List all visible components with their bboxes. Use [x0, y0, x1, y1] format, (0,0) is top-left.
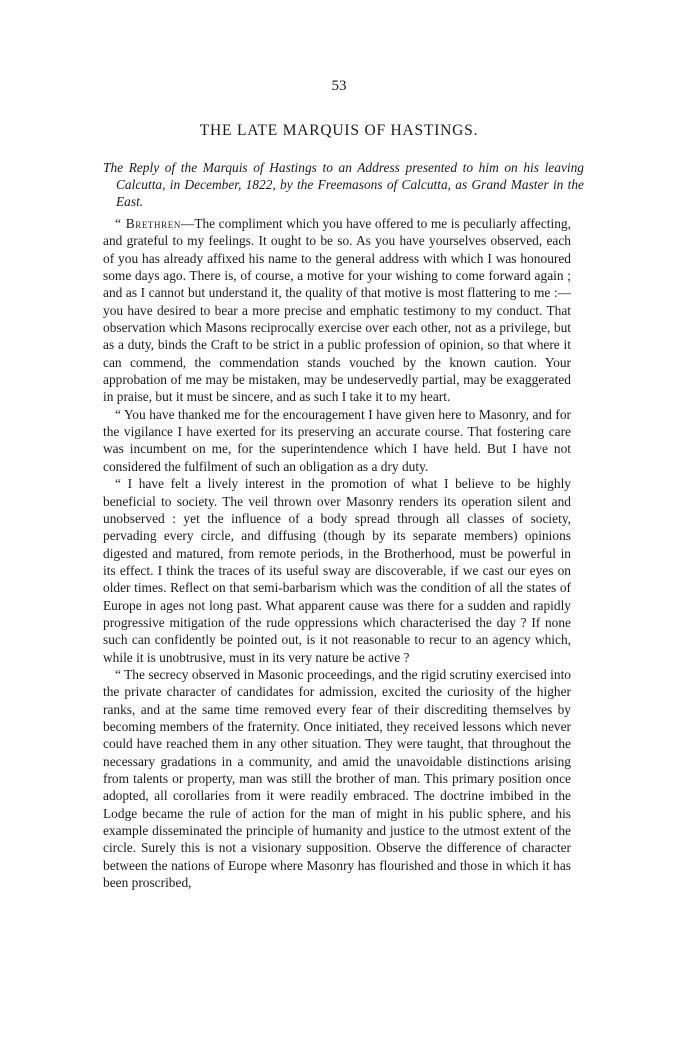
- article-subtitle: The Reply of the Marquis of Hastings to an Address presented to him on his leaving Calcutta, in December, 1822, by the Freemasons of Calcutta, as Grand Master in the East.: [103, 160, 584, 209]
- paragraph-1-text: —The compliment which you have offered to me is peculiarly affecting, and grateful to my feelings. It ought to be so. As you have yourselves observed, each of you has already affixed his name to the general address with which I was honoured some days ago. There is, of course, a motive for your wishing to come forward again ; and as I cannot but understand it, the quality of that motive is most flattering to me :—you have desired to bear a more precise and emphatic testimony to my conduct. That observation which Masons reciprocally exercise over each other, not as a privilege, but as a duty, binds the Craft to be strict in a public profession of opinion, so that where it can commend, the commendation stands vouched by the known caution. Your approbation of me may be mistaken, may be undeservedly partial, may be exaggerated in praise, but it must be sincere, and as such I take it to my heart.: [103, 216, 571, 405]
- article-title: THE LATE MARQUIS OF HASTINGS.: [199, 122, 479, 139]
- page-number: 53: [331, 78, 347, 94]
- paragraph-3: “ I have felt a lively interest in the promotion of what I believe to be highly beneficial to society. The veil thrown over Masonry renders its operation silent and unobserved : yet the influence of a body spread through all classes of society, pervading every circle, and diffusing (though by its separate members) opinions digested and matured, from remote periods, in the Brotherhood, must be powerful in its effect. I think the traces of its useful sway are discoverable, if we cast our eyes on older times. Reflect on that semi-barbarism which was the condition of all the states of Europe in ages not long past. What apparent cause was there for a sudden and rapidly progressive mitigation of the rude oppressions which characterised the day ? If none such can confidently be pointed out, is it not reasonable to recur to an agency which, while it is unobtrusive, must in its very nature be active ?: [103, 476, 571, 665]
- article-body: [103, 215, 571, 891]
- paragraph-1: [103, 215, 571, 406]
- salutation: “ Brethren: [115, 216, 181, 231]
- paragraph-2: “ You have thanked me for the encouragement I have given here to Masonry, and for the vigilance I have exerted for its preserving an accurate course. That fostering care was incumbent on me, for the superintendence which I have held. But I have not considered the fulfilment of such an obligation as a dry duty.: [103, 406, 571, 474]
- paragraph-4: “ The secrecy observed in Masonic proceedings, and the rigid scrutiny exercised into the private character of candidates for admission, excited the curiosity of the higher ranks, and at the same time removed every fear of their discrediting themselves by becoming members of the fraternity. Once initiated, they received lessons which never could have reached them in any other situation. They were taught, that throughout the necessary gradations in a community, and amid the unavoidable distinctions arising from talents or property, man was still the brother of man. This primary position once adopted, all corollaries from it were readily embraced. The doctrine imbibed in the Lodge became the rule of action for the man of might in his public sphere, and his example disseminated the principle of humanity and justice to the utmost extent of the circle. Surely this is not a visionary supposition. Observe the difference of character between the nations of Europe where Masonry has flourished and those in which it has been proscribed,: [103, 666, 571, 891]
